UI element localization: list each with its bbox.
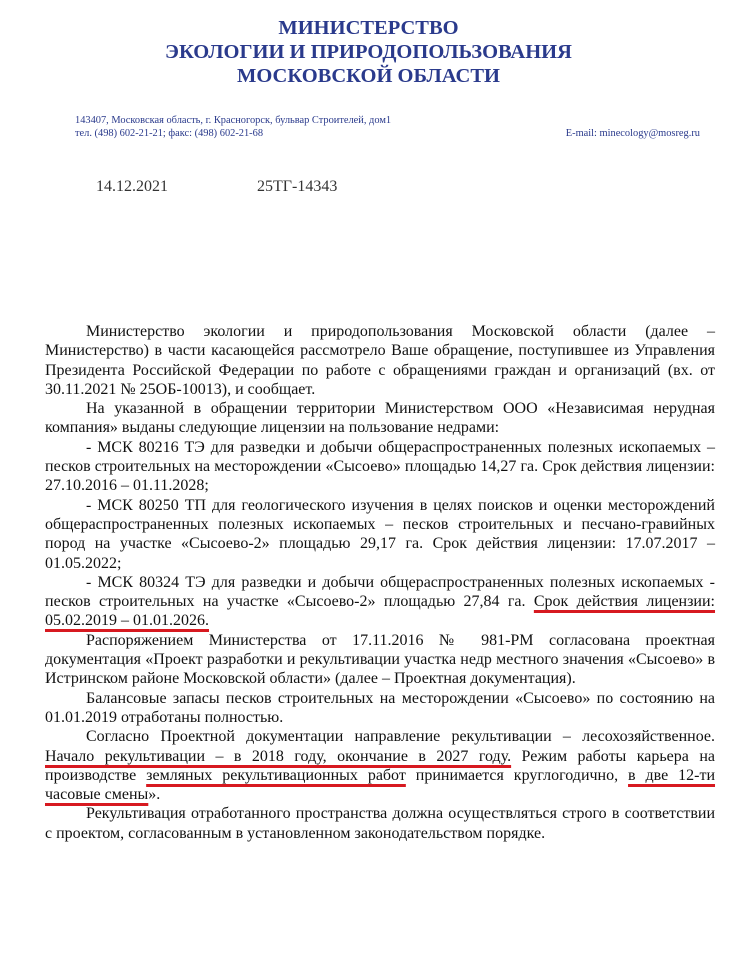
- registration-number: 25ТГ-14343: [257, 178, 338, 195]
- address-line: 143407, Московская область, г. Красногорск, бульвар Строителей, дом1: [75, 115, 392, 126]
- license-text: - МСК 80324 ТЭ для разведки и добычи общераспространенных полезных ископаемых - песков строительных на участке «Сысоево-2» площадью 27,84 га.: [45, 573, 715, 611]
- email-line: E-mail: minecology@mosreg.ru: [565, 128, 700, 139]
- license-item: - МСК 80250 ТП для геологического изучения в целях поисков и оценки месторождений общераспространенных полезных ископаемых – песков строительных и песчано-гравийных пород на участке «Сысоево-2» площадью 29,17 га. Срок действия лицензии: 17.07.2017 – 01.05.2022;: [45, 496, 715, 572]
- paragraph-licenses-intro: На указанной в обращении территории Министерством ООО «Независимая нерудная компания» выданы следующие лицензии на пользование недрами:: [45, 400, 715, 437]
- paragraph-intro: Министерство экологии и природопользования Московской области (далее – Министерство) в части касающейся рассмотрело Ваше обращение, поступившее из Управления Президента Российской Федерации по работе с обращениями граждан и организаций (вх. от 30.11.2021 № 25ОБ-10013), и сообщает.: [45, 323, 715, 398]
- reclamation-text: Режим работы карьера на производстве: [45, 747, 715, 784]
- paragraph-reclamation: [45, 727, 715, 804]
- reclamation-text: принимается круглогодично,: [405, 766, 629, 784]
- highlighted-license-term: Срок действия лицензии: 05.02.2019 – 01.01.2026.: [45, 593, 716, 630]
- header-line-2: ЭКОЛОГИИ И ПРИРОДОПОЛЬЗОВАНИЯ: [165, 41, 572, 63]
- paragraph-conclusion: Рекультивация отработанного пространства должна осуществляться строго в соответствии с проектом, согласованным в установленном законодательством порядке.: [45, 805, 715, 842]
- license-item: [45, 573, 715, 631]
- header-line-3: МОСКОВСКОЙ ОБЛАСТИ: [237, 65, 500, 87]
- license-item: - МСК 80216 ТЭ для разведки и добычи общераспространенных полезных ископаемых – песков строительных на месторождении «Сысоево» площадью 14,27 га. Срок действия лицензии: 27.10.2016 – 01.11.2028;: [45, 438, 715, 495]
- ministry-header: [0, 16, 737, 88]
- paragraph-reserves: Балансовые запасы песков строительных на месторождении «Сысоево» по состоянию на 01.01.2019 отработаны полностью.: [45, 689, 715, 726]
- paragraph-order: Распоряжением Министерства от 17.11.2016 № 981-РМ согласована проектная документация «Проект разработки и рекультивации участка недр местного значения «Сысоево» в Истринском районе Московской области» (далее – Проектная документация).: [45, 631, 715, 688]
- letter-body: [45, 322, 715, 843]
- highlighted-earthworks: земляных рекультивационных работ: [146, 766, 406, 784]
- header-line-1: МИНИСТЕРСТВО: [278, 17, 459, 39]
- reclamation-text: ».: [148, 786, 161, 804]
- highlighted-shifts: в две 12-ти часовые смены: [45, 766, 716, 804]
- reclamation-text: Согласно Проектной документации направление рекультивации – лесохозяйственное.: [86, 728, 715, 746]
- contact-block: [75, 114, 700, 140]
- highlighted-reclamation-dates: Начало рекультивации – в 2018 году, окончание в 2027 году.: [45, 747, 512, 765]
- phone-line: тел. (498) 602-21-21; факс: (498) 602-21-68: [75, 128, 264, 139]
- registration-date: 14.12.2021: [96, 178, 168, 195]
